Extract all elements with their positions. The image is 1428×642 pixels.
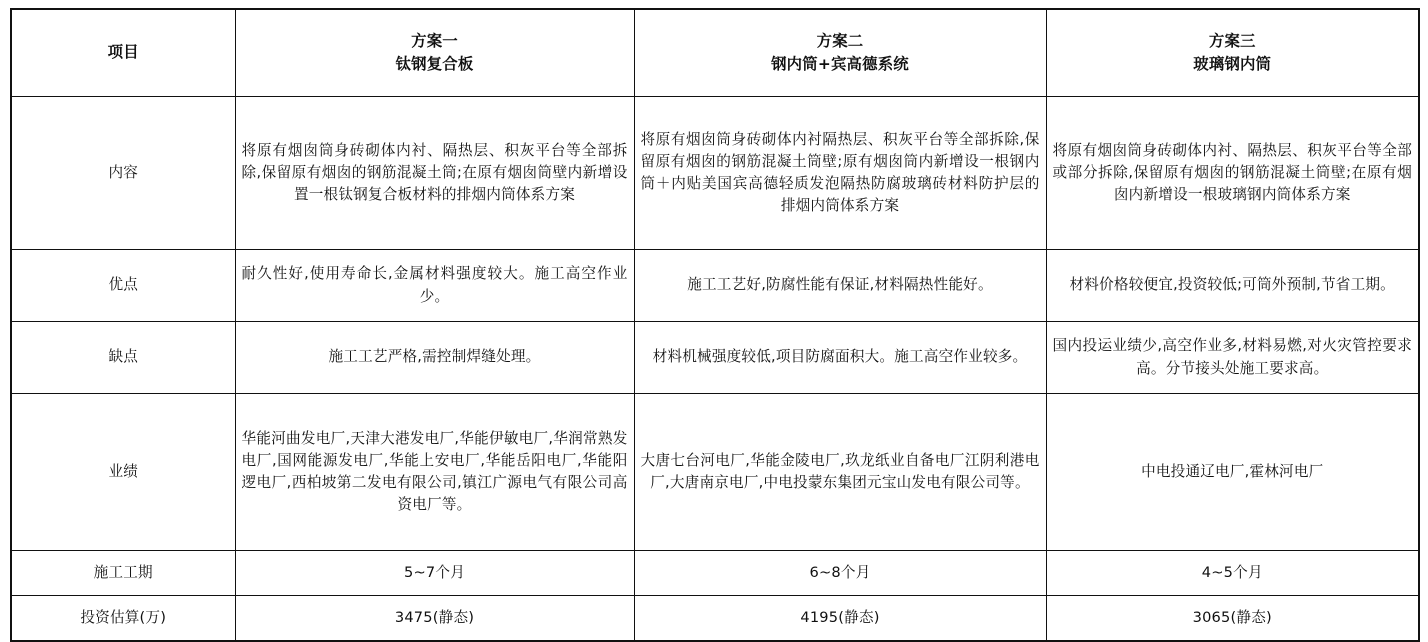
cell-pros-scheme-one — [235, 250, 634, 322]
header-cell-scheme-two — [634, 9, 1046, 97]
cell-cons-scheme-three — [1046, 322, 1419, 394]
cell-period-scheme-two — [634, 551, 1046, 596]
cell-period-scheme-three — [1046, 551, 1419, 596]
header-scheme-three-title: 方案三 — [1208, 31, 1256, 50]
cell-text: 4195(静态) — [800, 608, 880, 626]
cell-text: 材料价格较便宜,投资较低;可筒外预制,节省工期。 — [1069, 276, 1395, 294]
row-label-pros: 优点 — [11, 250, 235, 322]
row-label-track-record: 业绩 — [11, 394, 235, 551]
cell-investment-scheme-two — [634, 596, 1046, 642]
row-label-investment-estimate: 投资估算(万) — [11, 596, 235, 642]
cell-text: 将原有烟囱筒身砖砌体内衬隔热层、积灰平台等全部拆除,保留原有烟囱的钢筋混凝土筒壁;原有烟囱筒内新增设一根钢内筒＋内贴美国宾高德轻质发泡隔热防腐玻璃砖材料防护层的排烟内筒体系方案 — [640, 130, 1040, 215]
cell-content-scheme-two — [634, 97, 1046, 250]
header-cell-item — [11, 9, 235, 97]
cell-cons-scheme-one — [235, 322, 634, 394]
header-scheme-two-title: 方案二 — [816, 31, 864, 50]
scheme-comparison-table — [10, 8, 1420, 642]
cell-track-record-scheme-two — [634, 394, 1046, 551]
cell-text: 耐久性好,使用寿命长,金属材料强度较大。施工高空作业少。 — [241, 265, 628, 305]
table-header-row — [11, 9, 1419, 97]
cell-text: 将原有烟囱筒身砖砌体内衬、隔热层、积灰平台等全部拆除,保留原有烟囱的钢筋混凝土筒;在原有烟囱筒壁内新增设置一根钛钢复合板材料的排烟内筒体系方案 — [241, 141, 628, 204]
cell-text: 将原有烟囱筒身砖砌体内衬、隔热层、积灰平台等全部或部分拆除,保留原有烟囱的钢筋混凝土筒壁;在原有烟囱内新增设一根玻璃钢内筒体系方案 — [1052, 141, 1412, 204]
cell-content-scheme-three — [1046, 97, 1419, 250]
row-label-construction-period: 施工工期 — [11, 551, 235, 596]
table-row — [11, 551, 1419, 596]
row-label-content: 内容 — [11, 97, 235, 250]
cell-text: 国内投运业绩少,高空作业多,材料易燃,对火灾管控要求高。分节接头处施工要求高。 — [1052, 337, 1412, 377]
cell-investment-scheme-one — [235, 596, 634, 642]
table-row — [11, 322, 1419, 394]
cell-text: 4~5个月 — [1201, 563, 1263, 581]
header-item-title: 项目 — [107, 43, 139, 62]
cell-period-scheme-one — [235, 551, 634, 596]
cell-track-record-scheme-three — [1046, 394, 1419, 551]
cell-text: 5~7个月 — [404, 563, 465, 581]
cell-text: 3065(静态) — [1192, 608, 1272, 626]
cell-text: 施工工艺好,防腐性能有保证,材料隔热性能好。 — [687, 276, 993, 294]
table-row — [11, 97, 1419, 250]
table-row — [11, 596, 1419, 642]
cell-text: 华能河曲发电厂,天津大港发电厂,华能伊敏电厂,华润常熟发电厂,国网能源发电厂,华能上安电厂,华能岳阳电厂,华能阳逻电厂,西柏坡第二发电有限公司,镇江广源电气有限公司高资电厂等。 — [241, 429, 628, 514]
cell-text: 3475(静态) — [394, 608, 475, 626]
cell-text: 中电投通辽电厂,霍林河电厂 — [1141, 462, 1324, 480]
cell-text: 6~8个月 — [809, 563, 871, 581]
row-label-cons: 缺点 — [11, 322, 235, 394]
cell-text: 施工工艺严格,需控制焊缝处理。 — [328, 348, 541, 366]
table-row — [11, 394, 1419, 551]
header-scheme-one-title: 方案一 — [411, 31, 458, 50]
cell-track-record-scheme-one — [235, 394, 634, 551]
cell-text: 材料机械强度较低,项目防腐面积大。施工高空作业较多。 — [652, 348, 1028, 366]
cell-content-scheme-one — [235, 97, 634, 250]
header-cell-scheme-three — [1046, 9, 1419, 97]
table-row — [11, 250, 1419, 322]
cell-pros-scheme-two — [634, 250, 1046, 322]
cell-investment-scheme-three — [1046, 596, 1419, 642]
header-scheme-two-subtitle: 钢内筒+宾高德系统 — [771, 55, 909, 73]
header-scheme-one-subtitle: 钛钢复合板 — [395, 55, 474, 73]
header-cell-scheme-one — [235, 9, 634, 97]
cell-text: 大唐七台河电厂,华能金陵电厂,玖龙纸业自备电厂江阴利港电厂,大唐南京电厂,中电投蒙东集团元宝山发电有限公司等。 — [640, 451, 1040, 491]
cell-pros-scheme-three — [1046, 250, 1419, 322]
cell-cons-scheme-two — [634, 322, 1046, 394]
header-scheme-three-subtitle: 玻璃钢内筒 — [1193, 55, 1272, 73]
